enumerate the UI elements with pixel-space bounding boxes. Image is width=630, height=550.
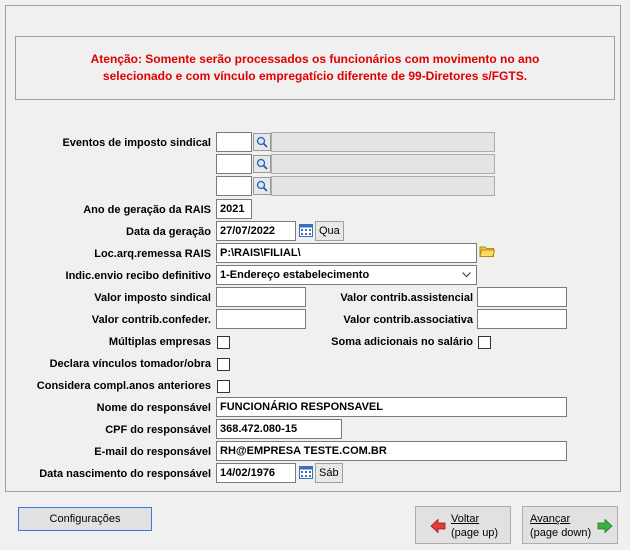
valor-sindical-input[interactable] [216, 287, 306, 307]
ano-input[interactable]: 2021 [216, 199, 252, 219]
valor-confederativa-input[interactable] [216, 309, 306, 329]
multiplas-empresas-checkbox[interactable] [217, 336, 230, 349]
warning-line-1: Atenção: Somente serão processados os funcionários com movimento no ano [90, 52, 540, 66]
valor-assistencial-input[interactable] [477, 287, 567, 307]
email-responsavel-label: E-mail do responsável [94, 446, 211, 458]
warning-banner [15, 36, 615, 100]
warning-line-2: selecionado e com vínculo empregatício diferente de 99-Diretores s/FGTS. [102, 69, 528, 83]
data-nascimento-label: Data nascimento do responsável [39, 468, 211, 480]
search-icon [256, 158, 268, 170]
evento-3-description [271, 176, 495, 196]
avancar-button[interactable] [522, 506, 618, 544]
data-geracao-weekday: Qua [315, 221, 344, 241]
chevron-down-icon [462, 272, 471, 278]
declara-vinculos-label: Declara vínculos tomador/obra [49, 358, 211, 370]
valor-assistencial-label: Valor contrib.assistencial [340, 292, 473, 304]
folder-icon[interactable] [479, 243, 495, 259]
data-nascimento-input[interactable]: 14/02/1976 [216, 463, 296, 483]
avancar-shortcut: (page down) [530, 527, 592, 539]
indic-envio-select[interactable] [216, 265, 477, 285]
evento-3-code-input[interactable] [216, 176, 252, 196]
nome-responsavel-label: Nome do responsável [96, 402, 211, 414]
calendar-icon[interactable] [298, 464, 314, 480]
considera-compl-label: Considera compl.anos anteriores [36, 380, 211, 392]
cpf-responsavel-input[interactable]: 368.472.080-15 [216, 419, 342, 439]
evento-2-description [271, 154, 495, 174]
arrow-left-icon [430, 519, 446, 533]
nome-responsavel-input[interactable]: FUNCIONÁRIO RESPONSAVEL [216, 397, 567, 417]
indic-envio-selected-value: 1-Endereço estabelecimento [220, 269, 370, 281]
soma-adicionais-checkbox[interactable] [478, 336, 491, 349]
data-geracao-label: Data da geração [126, 226, 211, 238]
email-responsavel-input[interactable]: RH@EMPRESA TESTE.COM.BR [216, 441, 567, 461]
search-icon [256, 180, 268, 192]
data-geracao-input[interactable]: 27/07/2022 [216, 221, 296, 241]
evento-1-code-input[interactable] [216, 132, 252, 152]
indic-envio-label: Indic.envio recibo definitivo [65, 270, 211, 282]
evento-2-code-input[interactable] [216, 154, 252, 174]
valor-sindical-label: Valor imposto sindical [94, 292, 211, 304]
cpf-responsavel-label: CPF do responsável [105, 424, 211, 436]
evento-3-lookup-button[interactable] [253, 177, 271, 195]
configuracoes-button[interactable] [18, 507, 152, 531]
loc-arq-input[interactable]: P:\RAIS\FILIAL\ [216, 243, 477, 263]
voltar-button[interactable] [415, 506, 511, 544]
loc-arq-label: Loc.arq.remessa RAIS [94, 248, 211, 260]
ano-label: Ano de geração da RAIS [83, 204, 211, 216]
valor-associativa-label: Valor contrib.associativa [343, 314, 473, 326]
soma-adicionais-label: Soma adicionais no salário [331, 336, 473, 348]
evento-1-description [271, 132, 495, 152]
arrow-right-icon [597, 519, 613, 533]
search-icon [256, 136, 268, 148]
multiplas-empresas-label: Múltiplas empresas [108, 336, 211, 348]
valor-confederativa-label: Valor contrib.confeder. [91, 314, 211, 326]
evento-2-lookup-button[interactable] [253, 155, 271, 173]
avancar-label: Avançar [530, 513, 571, 525]
voltar-label: Voltar [451, 513, 480, 525]
considera-compl-checkbox[interactable] [217, 380, 230, 393]
data-nascimento-weekday: Sáb [315, 463, 343, 483]
eventos-label: Eventos de imposto sindical [62, 137, 211, 149]
calendar-icon[interactable] [298, 222, 314, 238]
evento-1-lookup-button[interactable] [253, 133, 271, 151]
valor-associativa-input[interactable] [477, 309, 567, 329]
voltar-shortcut: (page up) [451, 527, 499, 539]
declara-vinculos-checkbox[interactable] [217, 358, 230, 371]
configuracoes-label: Configurações [49, 513, 121, 525]
